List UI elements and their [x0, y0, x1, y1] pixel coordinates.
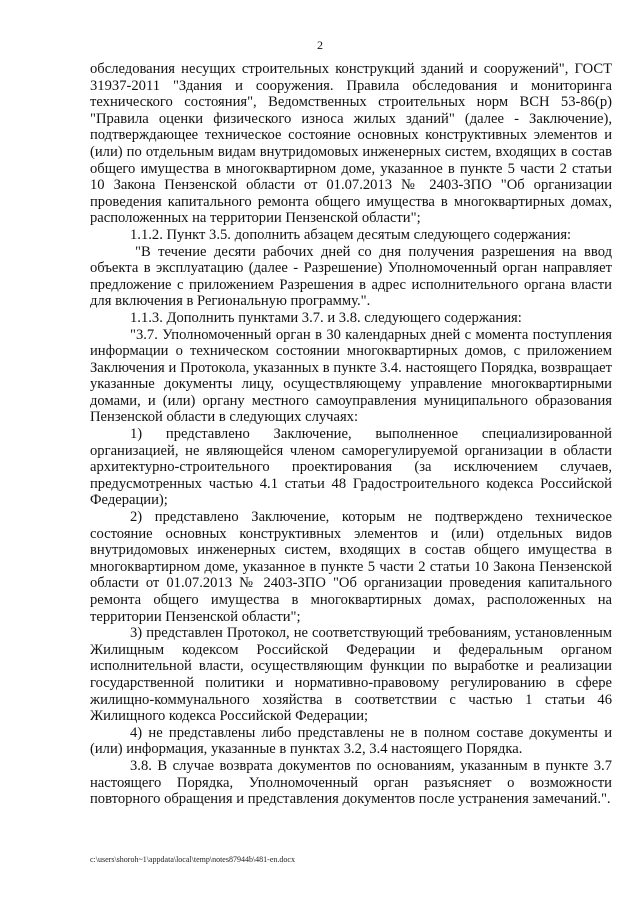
paragraph-case-1: 1) представлено Заключение, выполненное специализированной организацией, не являющейся членом саморегулируемой организации в области архитектурно-строительного проектирования (за исключением случаев, предусмотренных частью 4.1 статьи 48 Градостроительного кодекса Российской Федерации);	[90, 426, 612, 509]
paragraph-clause-1-1-2: 1.1.2. Пункт 3.5. дополнить абзацем десятым следующего содержания:	[130, 226, 572, 243]
paragraph-case-2: 2) представлено Заключение, которым не подтверждено техническое состояние основных конструктивных элементов и (или) отдельных видов внутридомовых инженерных систем, входящих в состав общего имущества в многоквартирном доме, указанное в пункте 5 части 2 статьи 10 Закона Пензенской области от 01.07.2013 № 2403-ЗПО "Об организации проведения капитального ремонта общего имущества в многоквартирных домах, расположенных на территории Пензенской области";	[90, 509, 612, 625]
paragraph-continuation: обследования несущих строительных конструкций зданий и сооружений", ГОСТ 31937-2011 "Здания и сооружения. Правила обследования и мониторинга технического состояния", Ведомственных строительных норм ВСН 53-86(р) "Правила оценки физического износа жилых зданий" (далее - Заключение), подтверждающее техническое состояние основных конструктивных элементов и (или) по отдельным видам внутридомовых инженерных систем, входящих в состав общего имущества в многоквартирном доме, указанное в пункте 5 части 2 статьи 10 Закона Пензенской области от 01.07.2013 № 2403-ЗПО "Об организации проведения капитального ремонта общего имущества в многоквартирных домах, расположенных на территории Пензенской области";	[90, 61, 612, 227]
footer-file-path: c:\users\shoroh~1\appdata\local\temp\notes87944b\481-en.docx	[90, 855, 295, 864]
paragraph-case-3: 3) представлен Протокол, не соответствующий требованиям, установленным Жилищным кодексом Российской Федерации и федеральным органом исполнительной власти, осуществляющим функции по выработке и реализации государственной политики и нормативно-правовому регулированию в сфере жилищно-коммунального хозяйства в соответствии с частью 1 статьи 46 Жилищного кодекса Российской Федерации;	[90, 625, 612, 725]
paragraph-item-3-7: "3.7. Уполномоченный орган в 30 календарных дней с момента поступления информации о техническом состоянии многоквартирных домов, с приложением Заключения и Протокола, указанных в пункте 3.4. настоящего Порядка, возвращает указанные документы лицу, осуществляющему управление многоквартирными домами, и (или) органу местного самоуправления муниципального образования Пензенской области в следующих случаях:	[90, 326, 612, 426]
document-body	[90, 61, 612, 808]
paragraph-clause-1-1-3: 1.1.3. Дополнить пунктами 3.7. и 3.8. следующего содержания:	[130, 309, 522, 326]
paragraph-quote-3-5: "В течение десяти рабочих дней со дня получения разрешения на ввод объекта в эксплуатацию (далее - Разрешение) Уполномоченный орган направляет предложение с приложением Разрешения в адрес исполнительного органа власти для включения в Региональную программу.".	[90, 243, 612, 310]
paragraph-case-4: 4) не представлены либо представлены не в полном составе документы и (или) информация, указанные в пунктах 3.2, 3.4 настоящего Порядка.	[90, 724, 612, 758]
page-number: 2	[317, 38, 323, 52]
paragraph-item-3-8: 3.8. В случае возврата документов по основаниям, указанным в пункте 3.7 настоящего Порядка, Уполномоченный орган разъясняет о возможности повторного обращения и представления документов после устранения замечаний.".	[90, 757, 612, 808]
